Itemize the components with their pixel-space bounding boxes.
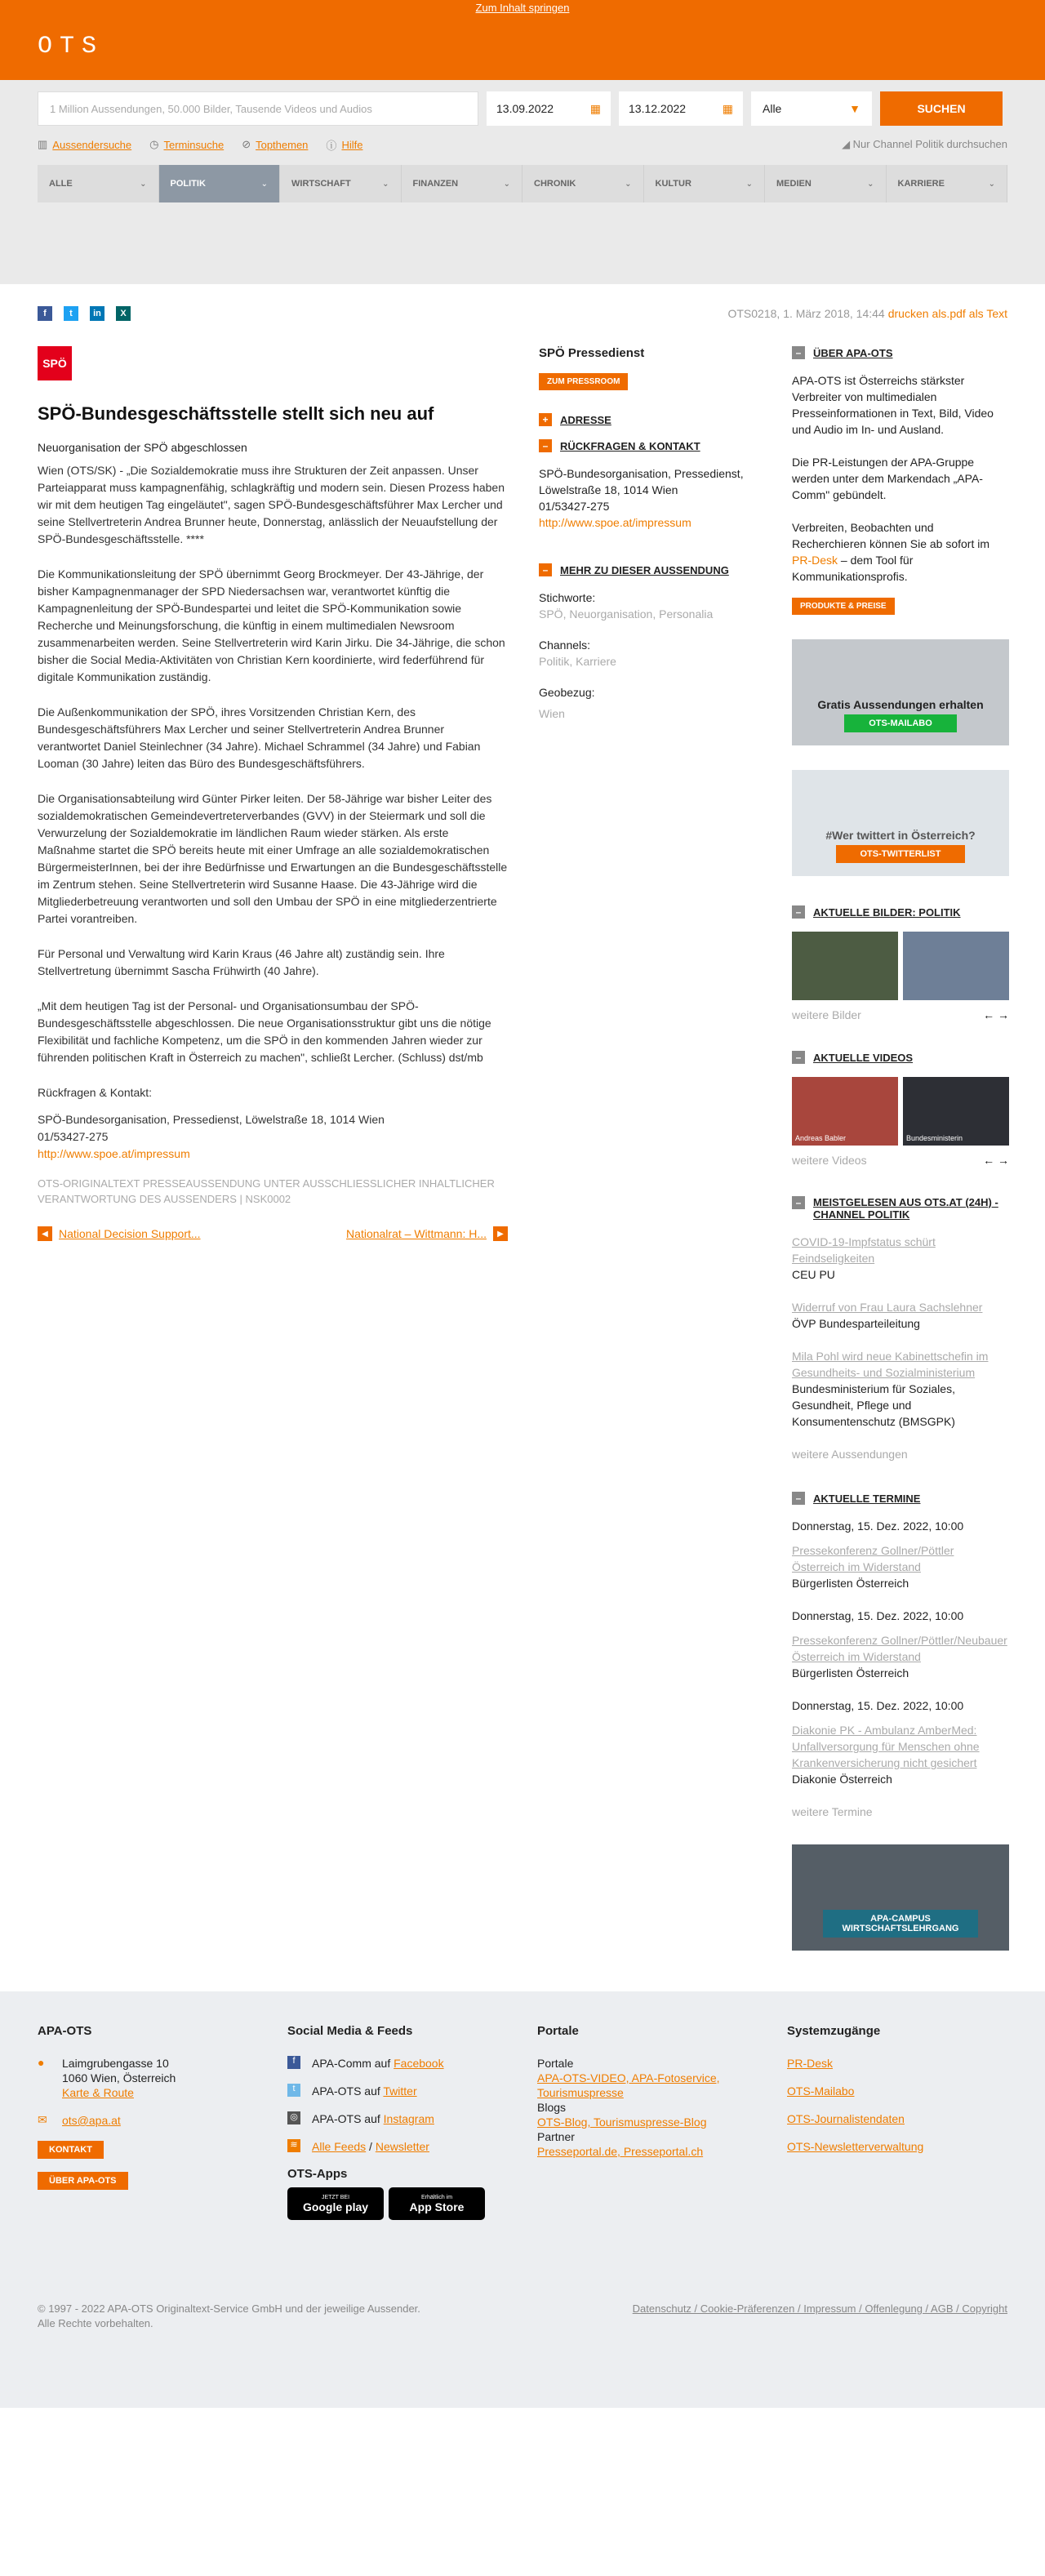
chevron-down-icon: ⌄	[260, 179, 268, 189]
map-link[interactable]: Karte & Route	[62, 2086, 134, 2099]
paragraph: „Mit dem heutigen Tag ist der Personal- und Organisationsumbau der SPÖ-Bundesgeschäftsstelle abgeschlossen. Die neue Organisationsstruktur gibt uns die nötige Flexibilität und fachliche Kompetenz, um die SPÖ in den kommenden Jahren wieder zur führenden politischen Kraft in Österreich zu machen", schließt Lercher. (Schluss) dst/mb	[38, 999, 491, 1064]
chevron-down-icon: ⌄	[867, 179, 874, 189]
minus-icon: –	[792, 905, 805, 919]
paragraph: Für Personal und Verwaltung wird Karin Kraus (46 Jahre alt) zuständig sein. Ihre Stellvertretung übernimmt Sascha Frühwirth (40 Jahre).	[38, 947, 445, 977]
chevron-down-icon: ⌄	[140, 179, 147, 189]
article	[38, 338, 508, 1951]
mailabo-footer-link[interactable]: OTS-Mailabo	[787, 2084, 855, 2098]
share-bar	[0, 289, 1045, 338]
search-area	[0, 80, 1045, 284]
prev-release-link[interactable]: ◀ National Decision Support...	[38, 1226, 201, 1241]
image-thumbnail[interactable]	[903, 932, 1009, 1000]
contact-label: Rückfragen & Kontakt:	[38, 1086, 153, 1099]
mostread-toggle[interactable]: – MEISTGELESEN AUS OTS.AT (24H) - CHANNEL POLITIK	[792, 1196, 1009, 1221]
text-link[interactable]: als Text	[968, 307, 1007, 320]
tab-wirtschaft[interactable]: WIRTSCHAFT ⌄	[280, 165, 402, 202]
site-footer: APA-OTS ● Laimgrubengasse 10 1060 Wien, Österreich Karte & Route ✉ ots@apa.at KONTAKT ÜBER APA-OTS Social Media & Feeds f APA-Comm auf Facebook t APA-OTS auf Twitter ◎ APA-OTS auf Instagram ≋ Alle Feeds / Newsletter OTS-Apps JETZT BEI Google play Erhältlich im App Store Portale Portale APA-OTS-VIDEO, APA-Fotoservice, Tourismuspresse Blogs OTS-Blog, Tourismuspresse-Blog Partner Presseportal.de, Presseportal.ch Systemzugänge PR-Desk OTS-Mailabo OTS-Journalistendaten OTS-Newsletterverwaltung © 1997 - 2022 APA-OTS Originaltext-Service GmbH und der jeweilige Aussender. Alle Rechte vorbehalten. Datenschutz / Cookie-Präferenzen / Impressum / Offenlegung / AGB / Copyright	[0, 1991, 1045, 2408]
paragraph: Die Außenkommunikation der SPÖ, ihres Vorsitzenden Christian Kern, des Bundesgeschäftsführers Max Lercher und seiner Stellvertreterin Andrea Brunner verantwortet Daniel Steinlechner (34 Jahre). Michael Schrammel (34 Jahre) und Fabian Looman (30 Jahre) leiten das Büro des Bundesgeschäftsführers.	[38, 705, 481, 770]
minus-icon: –	[539, 563, 552, 576]
tab-chronik[interactable]: CHRONIK ⌄	[522, 165, 644, 202]
chevron-right-icon: ▶	[493, 1226, 508, 1241]
images-toggle[interactable]: – AKTUELLE BILDER: POLITIK	[792, 905, 1009, 919]
address-toggle[interactable]: + ADRESSE	[539, 413, 761, 426]
list-item: Mila Pohl wird neue Kabinettschefin im Gesundheits- und Sozialministerium Bundesministerium für Soziales, Gesundheit, Pflege und Konsumentenschutz (BMSGPK)	[792, 1350, 989, 1428]
portal-links[interactable]: APA-OTS-VIDEO, APA-Fotoservice, Tourismuspresse	[537, 2071, 720, 2099]
compass-icon: ⊘	[242, 138, 251, 150]
tab-alle[interactable]: ALLE ⌄	[38, 165, 159, 202]
clock-icon: ◷	[149, 138, 159, 150]
contact-block: SPÖ-Bundesorganisation, Pressedienst, Löwelstraße 18, 1014 Wien 01/53427-275 http://www.spoe.at/impressum	[38, 1113, 385, 1160]
keywords: SPÖ, Neuorganisation, Personalia	[539, 607, 714, 621]
pressroom-button[interactable]: ZUM PRESSROOM	[539, 373, 628, 390]
building-icon: ▥	[38, 138, 48, 150]
list-item: COVID-19-Impfstatus schürt Feindseligkeiten CEU PU	[792, 1235, 936, 1281]
chevron-down-icon: ⌄	[382, 179, 389, 189]
list-item: Donnerstag, 15. Dez. 2022, 10:00 Diakonie PK - Ambulanz AmberMed: Unfallversorgung für Menschen ohne Krankenversicherung nicht gesichert Diakonie Österreich	[792, 1699, 980, 1786]
more-dates-link[interactable]: weitere Termine	[792, 1805, 873, 1818]
skip-link[interactable]: Zum Inhalt springen	[475, 2, 570, 14]
carousel-arrows-icon[interactable]: ← →	[983, 1008, 1009, 1021]
channel-tabs	[38, 165, 1007, 202]
mailabo-promo[interactable]: Gratis Aussendungen erhalten OTS-MAILABO	[792, 639, 1009, 745]
campus-promo[interactable]: APA-CAMPUS WIRTSCHAFTSLEHRGANG	[792, 1844, 1009, 1951]
carousel-arrows-icon[interactable]: ← →	[983, 1154, 1009, 1167]
date-from-field[interactable]: 13.09.2022 ▦	[487, 91, 611, 126]
topics-link[interactable]: ⊘ Topthemen	[242, 138, 309, 151]
pdf-link[interactable]: als.pdf	[932, 307, 966, 320]
print-link[interactable]: drucken	[887, 307, 929, 320]
search-button[interactable]: SUCHEN	[880, 91, 1003, 126]
sender-info: SPÖ Pressedienst ZUM PRESSROOM + ADRESSE – RÜCKFRAGEN & KONTAKT SPÖ-Bundesorganisation, Pressedienst, Löwelstraße 18, 1014 Wien 01/53427-275 http://www.spoe.at/impressum – MEHR ZU DIESER AUSSENDUNG Stichworte: SPÖ, Neuorganisation, Personalia Channels: Politik, Karriere Geobezug: Wien	[539, 338, 761, 1951]
next-release-link[interactable]: Nationalrat – Wittmann: H... ▶	[346, 1226, 508, 1241]
minus-icon: –	[539, 439, 552, 452]
minus-icon: –	[792, 346, 805, 359]
tab-finanzen[interactable]: FINANZEN ⌄	[402, 165, 523, 202]
paragraph: Die Organisationsabteilung wird Günter Pirker leiten. Der 58-Jährige war bisher Leiter des sozialdemokratischen Gemeindevertreterverbandes (GVV) in der Steiermark und soll die Verwurzelung der Sozialdemokratie im ländlichen Raum wieder stärken. Als erste Maßnahme startet die SPÖ bereits heute mit einer Umfrage an alle sozialdemokratischen BürgermeisterInnen, bei der ihre Bedürfnisse und Erwartungen an die Bundesgeschäftsstelle im Zentrum stehen. Seine Stellvertreterin wird Susanne Haase. Die 43-Jährige wird die Mitgliederbetreuung verantworten und soll den Umbau der SPÖ in eine mitgliederzentrierte Partei vorantreiben.	[38, 792, 508, 925]
search-input[interactable]: 1 Million Aussendungen, 50.000 Bilder, Tausende Videos und Audios	[38, 91, 478, 126]
page-title: SPÖ-Bundesgeschäftsstelle stellt sich neu auf	[38, 403, 434, 424]
list-item: Donnerstag, 15. Dez. 2022, 10:00 Pressekonferenz Gollner/Pöttler Österreich im Widerstand Bürgerlisten Österreich	[792, 1519, 964, 1590]
video-thumbnail[interactable]: Andreas Babler	[792, 1077, 898, 1146]
about-toggle[interactable]: – ÜBER APA-OTS	[792, 346, 1009, 359]
google-play-badge[interactable]: JETZT BEI Google play	[287, 2187, 384, 2220]
list-item: Widerruf von Frau Laura Sachslehner ÖVP Bundesparteileitung	[792, 1301, 983, 1330]
partner-links[interactable]: Presseportal.de, Presseportal.ch	[537, 2145, 704, 2158]
info-icon: ⓘ	[326, 139, 337, 152]
newsletter-admin-link[interactable]: OTS-Newsletterverwaltung	[787, 2140, 924, 2153]
chevron-down-icon: ⌄	[745, 179, 753, 189]
journalist-data-link[interactable]: OTS-Journalistendaten	[787, 2112, 905, 2125]
legal-links[interactable]: Datenschutz / Cookie-Präferenzen / Impressum / Offenlegung / AGB / Copyright	[632, 2302, 1007, 2315]
copyright: © 1997 - 2022 APA-OTS Originaltext-Service GmbH und der jeweilige Aussender. Alle Rechte vorbehalten.	[38, 2302, 420, 2329]
more-videos-link[interactable]: weitere Videos	[792, 1154, 867, 1167]
sender-contact: SPÖ-Bundesorganisation, Pressedienst, Löwelstraße 18, 1014 Wien 01/53427-275 http://www.spoe.at/impressum	[539, 467, 744, 529]
spo-logo: SPÖ	[38, 346, 72, 380]
twitter-icon[interactable]: t	[64, 306, 78, 321]
chevron-down-icon: ▼	[849, 102, 860, 115]
tab-karriere[interactable]: KARRIERE ⌄	[887, 165, 1008, 202]
facebook-icon: f	[287, 2056, 300, 2069]
image-thumbnail[interactable]	[792, 932, 898, 1000]
contact-toggle[interactable]: – RÜCKFRAGEN & KONTAKT	[539, 439, 761, 452]
minus-icon: –	[792, 1492, 805, 1505]
about-button[interactable]: ÜBER APA-OTS	[38, 2172, 128, 2190]
linkedin-icon[interactable]: in	[90, 306, 104, 321]
tab-kultur[interactable]: KULTUR ⌄	[644, 165, 766, 202]
instagram-icon: ◎	[287, 2111, 300, 2124]
channels: Politik, Karriere	[539, 655, 616, 668]
email-link[interactable]: ots@apa.at	[62, 2114, 121, 2127]
chevron-down-icon: ⌄	[988, 179, 995, 189]
sidebar: – ÜBER APA-OTS APA-OTS ist Österreichs stärkster Verbreiter von multimedialen Presseinformationen in Text, Bild, Video und Audio im In- und Ausland. Die PR-Leistungen der APA-Gruppe werden unter dem Markendach „APA-Comm" gebündelt. Verbreiten, Beobachten und Recherchieren können Sie ab sofort im PR-Desk – dem Tool für Kommunikationsprofis. PRODUKTE & PREISE Gratis Aussendungen erhalten OTS-MAILABO #Wer twittert in Österreich? OTS-TWITTERLIST – AKTUELLE BILDER: POLITIK weitere Bilder ← → – AKTUELLE VIDEOS Andreas Babler Bundesministerin weitere Videos ← → – MEISTGELESEN AUS OTS.AT (24H) - CHANNEL POLITIK COVID-19-Impfstatus schürt Feindseligkeiten CEU PU Widerruf von Frau Laura Sachslehner ÖVP Bundesparteileitung Mila Pohl wird neue Kabinettschefin im Gesundheits- und Sozialministerium Bundesministerium für Soziales, Gesundheit, Pflege und Konsumentenschutz (BMSGPK) weitere Aussendungen – AKTUELLE TERMINE Donnerstag, 15. Dez. 2022, 10:00 Pressekonferenz Gollner/Pöttler Österreich im Widerstand Bürgerlisten Österreich Donnerstag, 15. Dez. 2022, 10:00 Pressekonferenz Gollner/Pöttler/Neubauer Österreich im Widerstand Bürgerlisten Österreich Donnerstag, 15. Dez. 2022, 10:00 Diakonie PK - Ambulanz AmberMed: Unfallversorgung für Menschen ohne Krankenversicherung nicht gesichert Diakonie Österreich weitere Termine APA-CAMPUS WIRTSCHAFTSLEHRGANG	[792, 338, 1009, 1951]
type-select[interactable]: Alle ▼	[751, 91, 872, 126]
tab-politik[interactable]: POLITIK ⌄	[159, 165, 281, 202]
article-subtitle: Neuorganisation der SPÖ abgeschlossen	[38, 441, 247, 454]
videos-toggle[interactable]: – AKTUELLE VIDEOS	[792, 1051, 1009, 1064]
more-releases-link[interactable]: weitere Aussendungen	[792, 1448, 908, 1461]
chevron-left-icon: ◀	[38, 1226, 52, 1241]
date-search-link[interactable]: ◷ Terminsuche	[149, 138, 225, 151]
app-store-badge[interactable]: Erhältlich im App Store	[389, 2187, 485, 2220]
list-item: Donnerstag, 15. Dez. 2022, 10:00 Pressekonferenz Gollner/Pöttler/Neubauer Österreich im Widerstand Bürgerlisten Österreich	[792, 1609, 1007, 1680]
twitterlist-button[interactable]: OTS-TWITTERLIST	[836, 845, 966, 863]
date-to-field[interactable]: 13.12.2022 ▦	[619, 91, 743, 126]
prdesk-link[interactable]: PR-Desk	[792, 554, 838, 567]
chevron-down-icon: ⌄	[503, 179, 510, 189]
prdesk-footer-link[interactable]: PR-Desk	[787, 2057, 834, 2070]
disclaimer: OTS-ORIGINALTEXT PRESSEAUSSENDUNG UNTER AUSSCHLIESSLICHER INHALTLICHER VERANTWORTUNG DES AUSSENDERS | NSK0002	[38, 1177, 495, 1205]
site-header	[0, 0, 1045, 80]
products-button[interactable]: PRODUKTE & PREISE	[792, 598, 895, 615]
calendar-icon: ▦	[722, 101, 733, 115]
minus-icon: –	[792, 1196, 805, 1209]
video-thumbnail[interactable]: Bundesministerin	[903, 1077, 1009, 1146]
sender-search-link[interactable]: ▥ Aussendersuche	[38, 138, 132, 151]
minus-icon: –	[792, 1051, 805, 1064]
paragraph: Die Kommunikationsleitung der SPÖ übernimmt Georg Brockmeyer. Der 43-Jährige, der bisher Kampagnenmanager der SPD Niedersachsen war, verantwortet künftig die Kampagnenleitung der SPÖ-Bundespartei und leitet die SPÖ-Kommunikation sowie Recherche und Meinungsforschung, die künftig in einem multimedialen Newsroom zusammenarbeiten werden. Seine Stellvertreterin wird Karin Jirku. Die 34-Jährige, die schon bisher die Social Media-Aktivitäten von Christian Kern koordinierte, wird federführend für digitale Kommunikation zuständig.	[38, 567, 505, 683]
calendar-icon: ▦	[589, 101, 601, 115]
sender-url[interactable]: http://www.spoe.at/impressum	[539, 516, 691, 529]
chevron-down-icon: ⌄	[625, 179, 632, 189]
twitter-promo[interactable]: #Wer twittert in Österreich? OTS-TWITTERLIST	[792, 770, 1009, 876]
paragraph: Wien (OTS/SK) - „Die Sozialdemokratie muss ihre Strukturen der Zeit anpassen. Unser Parteiapparat muss kampagnenfähig, schlagkräftig und modern sein. Diesen Prozess haben wir mit dem heutigen Tag eingeläutet", sagen SPÖ-Bundesgeschäftsführer Max Lercher und seine Stellvertreterin Andrea Brunner heute, Donnerstag, anlässlich der Neuaufstellung der SPÖ-Bundesgeschäftsstelle. ****	[38, 464, 505, 545]
mailabo-button[interactable]: OTS-MAILABO	[844, 714, 957, 732]
more-images-link[interactable]: weitere Bilder	[792, 1008, 861, 1021]
help-link[interactable]: ⓘ Hilfe	[326, 138, 363, 152]
mail-icon: ✉	[38, 2113, 47, 2126]
map-pin-icon: ●	[38, 2056, 45, 2069]
rss-icon: ≋	[287, 2139, 300, 2152]
plus-icon: +	[539, 413, 552, 426]
release-id: OTS0218, 1. März 2018, 14:44	[727, 307, 885, 320]
ots-logo[interactable]: OTS	[38, 33, 104, 60]
twitter-icon: t	[287, 2084, 300, 2097]
tab-medien[interactable]: MEDIEN ⌄	[765, 165, 887, 202]
contact-button[interactable]: KONTAKT	[38, 2141, 104, 2159]
facebook-icon[interactable]: f	[38, 306, 52, 321]
blog-links[interactable]: OTS-Blog, Tourismuspresse-Blog	[537, 2116, 707, 2129]
dates-toggle[interactable]: – AKTUELLE TERMINE	[792, 1492, 1009, 1505]
xing-icon[interactable]: X	[116, 306, 131, 321]
channel-filter-checkbox[interactable]: ◢ Nur Channel Politik durchsuchen	[842, 138, 1007, 150]
sender-name: SPÖ Pressedienst	[539, 346, 645, 360]
contact-url[interactable]: http://www.spoe.at/impressum	[38, 1147, 190, 1160]
geo-link[interactable]: Wien	[539, 707, 565, 720]
more-toggle[interactable]: – MEHR ZU DIESER AUSSENDUNG	[539, 563, 761, 576]
